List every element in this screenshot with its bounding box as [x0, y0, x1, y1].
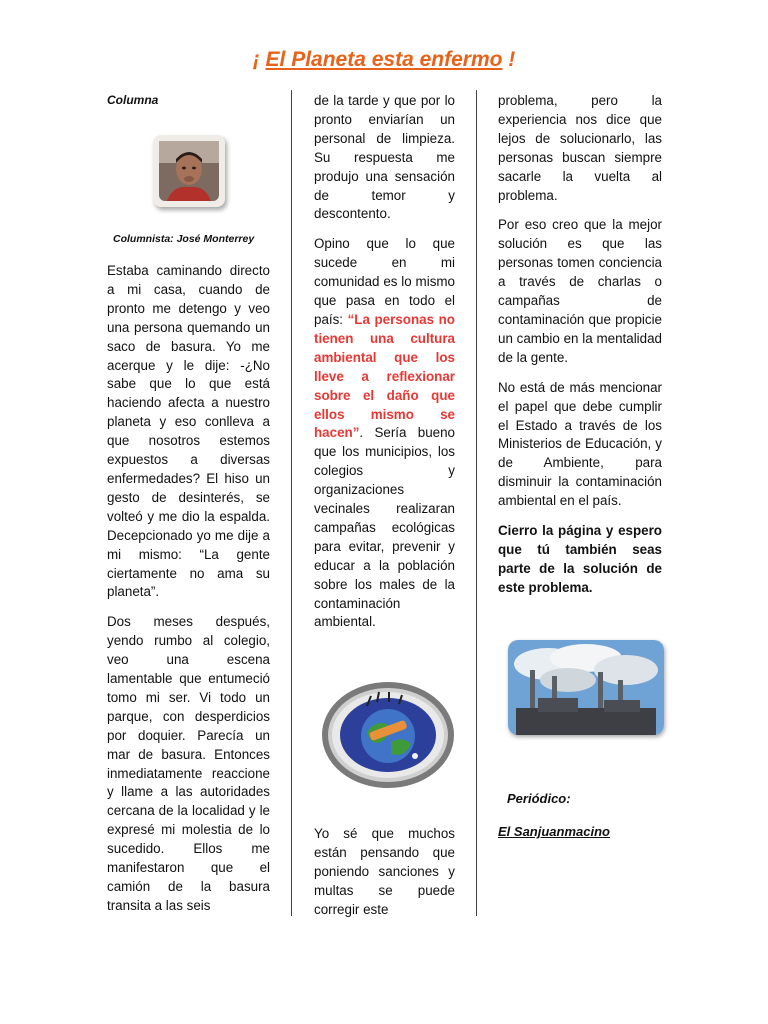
column1-paragraph-2: Dos meses después, yendo rumbo al colegio, veo una escena lamentable que entumeció tomo mi ser. Vi todo un parque, con desperdicios por doquier. Parecía un mar de basura. Entonces inmediatamente reaccione y llame a las autoridades cercana de la localidad y le expresé mi molestia de lo sucedido. Ellos me manifestaron que el camión de la basura transita a las seis: [107, 614, 270, 913]
column-2-bottom: [314, 825, 455, 920]
column-divider-2: [476, 90, 477, 916]
column3-paragraph-3: No está de más mencionar el papel que debe cumplir el Estado a través de los Ministerios de Educación, y de Ambiente, para disminuir la contaminación ambiental en el país.: [498, 379, 662, 509]
page-title: [0, 48, 768, 72]
column2-paragraph-1: de la tarde y que por lo pronto enviarían un personal de limpieza. Su respuesta me produjo una sensación de temor y descontento.: [314, 93, 455, 222]
column2-p2-end: . Sería bueno que los municipios, los colegios y organizaciones vecinales realizaran campañas ecológicas para evitar, prevenir y educar a la población sobre los males de la contaminación ambiental.: [314, 425, 455, 630]
column-divider-1: [291, 90, 292, 916]
newspaper-name: El Sanjuanmacino: [498, 824, 610, 839]
column2-quote: “La personas no tienen una cultura ambiental que los lleve a reflexionar sobre el daño que ellos mismo se hacen”: [314, 311, 455, 441]
column-3: [498, 92, 662, 609]
columnist-label: Columnista: José Monterrey: [113, 233, 255, 245]
column2-paragraph-3: Yo sé que muchos están pensando que poniendo sanciones y multas se puede corregir este: [314, 826, 455, 917]
column3-paragraph-2: Por eso creo que la mejor solución es que las personas tomen conciencia a través de charlas o campañas de contaminación que propicie un cambio en la mentalidad de la gente.: [498, 217, 662, 365]
column3-paragraph-1: problema, pero la experiencia nos dice que lejos de solucionarlo, las personas buscan siempre sacarle la vuelta al problema.: [498, 93, 662, 203]
column2-p2-start: Opino que lo que sucede en mi comunidad es lo mismo que pasa en todo el país:: [314, 236, 455, 327]
periodico-label: Periódico:: [507, 791, 571, 806]
column-2: [314, 92, 455, 643]
title-prefix: ¡: [252, 48, 266, 71]
factory-pollution-photo: [508, 640, 664, 735]
column3-paragraph-4: Cierro la página y espero que tú también seas parte de la solución de este problema.: [498, 523, 662, 595]
column-1: [107, 262, 270, 927]
title-main: El Planeta esta enfermo: [265, 48, 503, 71]
columnist-photo: [153, 135, 225, 207]
title-suffix: !: [502, 48, 516, 71]
section-label: Columna: [107, 93, 159, 107]
column1-paragraph-1: Estaba caminando directo a mi casa, cuando de pronto me detengo y veo una persona quemando un saco de basura. Yo me acerque y le dije: -¿No sabe que lo que está haciendo afecta a nuestro planeta y eso conlleva a que nosotros estemos expuestos a diversas enfermedades? El hiso un gesto de desinterés, se volteó y me dio la espalda. Decepcionado yo me dije a mi mismo: “La gente ciertamente no ama su planeta”.: [107, 263, 270, 600]
sick-earth-illustration: [319, 680, 457, 790]
column2-paragraph-2: [314, 235, 455, 632]
